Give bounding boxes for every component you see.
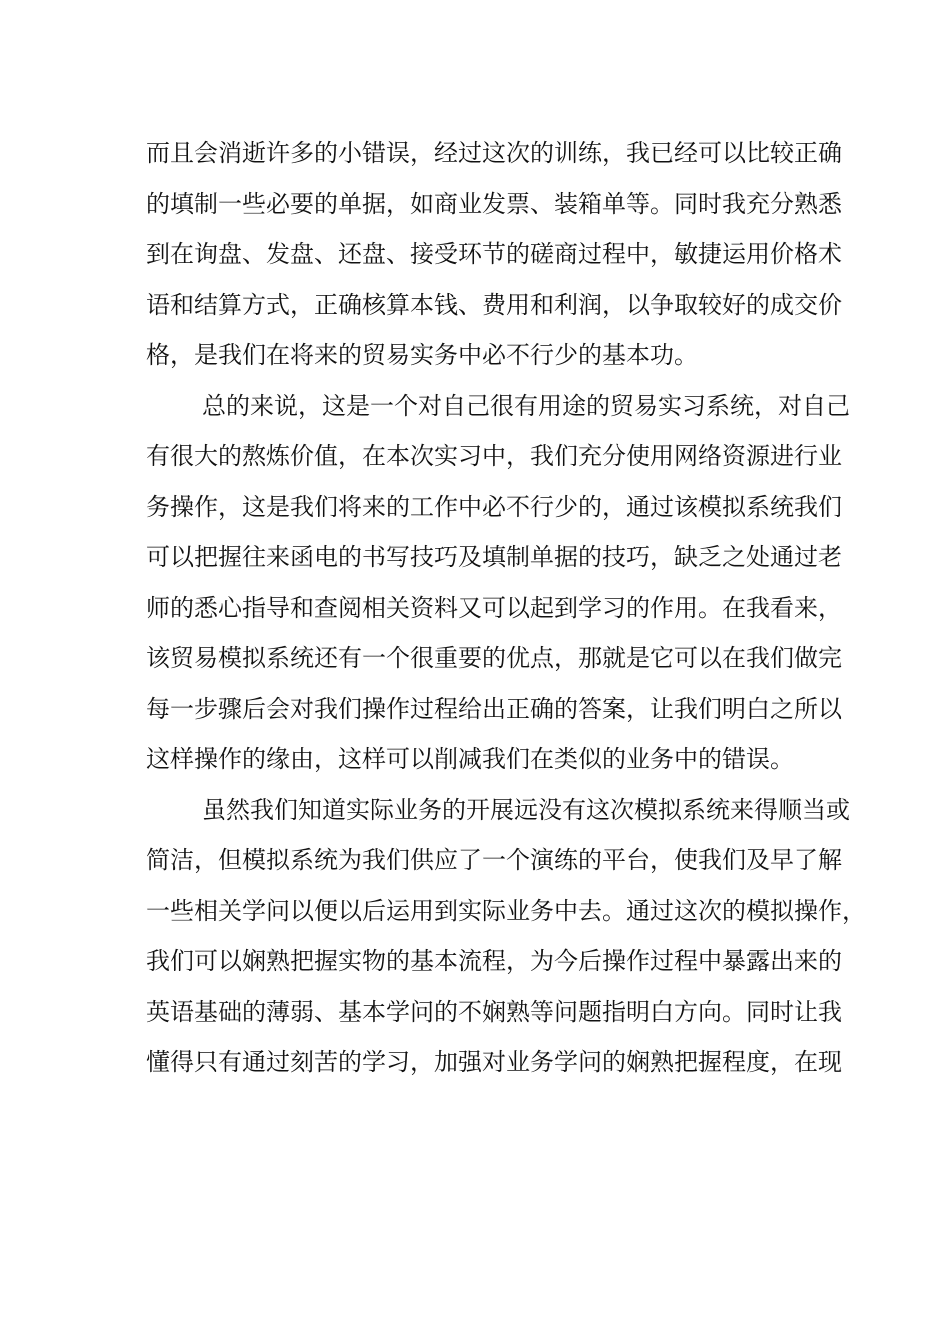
text-line: 虽然我们知道实际业务的开展远没有这次模拟系统来得顺当或 xyxy=(202,795,850,824)
text-line: 语和结算方式，正确核算本钱、费用和利润，以争取较好的成交价 xyxy=(146,290,842,319)
text-line: 到在询盘、发盘、还盘、接受环节的磋商过程中，敏捷运用价格术 xyxy=(146,240,842,268)
text-line: 务操作，这是我们将来的工作中必不行少的，通过该模拟系统我们 xyxy=(146,492,842,521)
text-line: 该贸易模拟系统还有一个很重要的优点，那就是它可以在我们做完 xyxy=(146,644,842,672)
text-line: 师的悉心指导和查阅相关资料又可以起到学习的作用。在我看来， xyxy=(146,593,842,622)
text-line: 我们可以娴熟把握实物的基本流程，为今后操作过程中暴露出来的 xyxy=(146,947,842,975)
text-line: 一些相关学问以便以后运用到实际业务中去。通过这次的模拟操作， xyxy=(146,896,866,925)
text-line: 每一步骤后会对我们操作过程给出正确的答案，让我们明白之所以 xyxy=(146,694,842,723)
text-line: 的填制一些必要的单据，如商业发票、装箱单等。同时我充分熟悉 xyxy=(146,189,842,218)
text-line: 懂得只有通过刻苦的学习，加强对业务学问的娴熟把握程度，在现 xyxy=(146,1048,842,1076)
text-line: 可以把握往来函电的书写技巧及填制单据的技巧，缺乏之处通过老 xyxy=(146,543,842,571)
text-line: 有很大的熬炼价值，在本次实习中，我们充分使用网络资源进行业 xyxy=(146,442,842,470)
text-line: 格，是我们在将来的贸易实务中必不行少的基本功。 xyxy=(146,341,698,369)
body-text xyxy=(146,128,866,1088)
text-line: 英语基础的薄弱、基本学问的不娴熟等问题指明白方向。同时让我 xyxy=(146,997,842,1026)
text-line: 这样操作的缘由，这样可以削减我们在类似的业务中的错误。 xyxy=(146,745,794,773)
text-line: 简洁，但模拟系统为我们供应了一个演练的平台，使我们及早了解 xyxy=(146,846,842,874)
text-line: 而且会消逝许多的小错误，经过这次的训练，我已经可以比较正确 xyxy=(146,139,842,167)
text-line: 总的来说，这是一个对自己很有用途的贸易实习系统，对自己 xyxy=(202,391,850,420)
